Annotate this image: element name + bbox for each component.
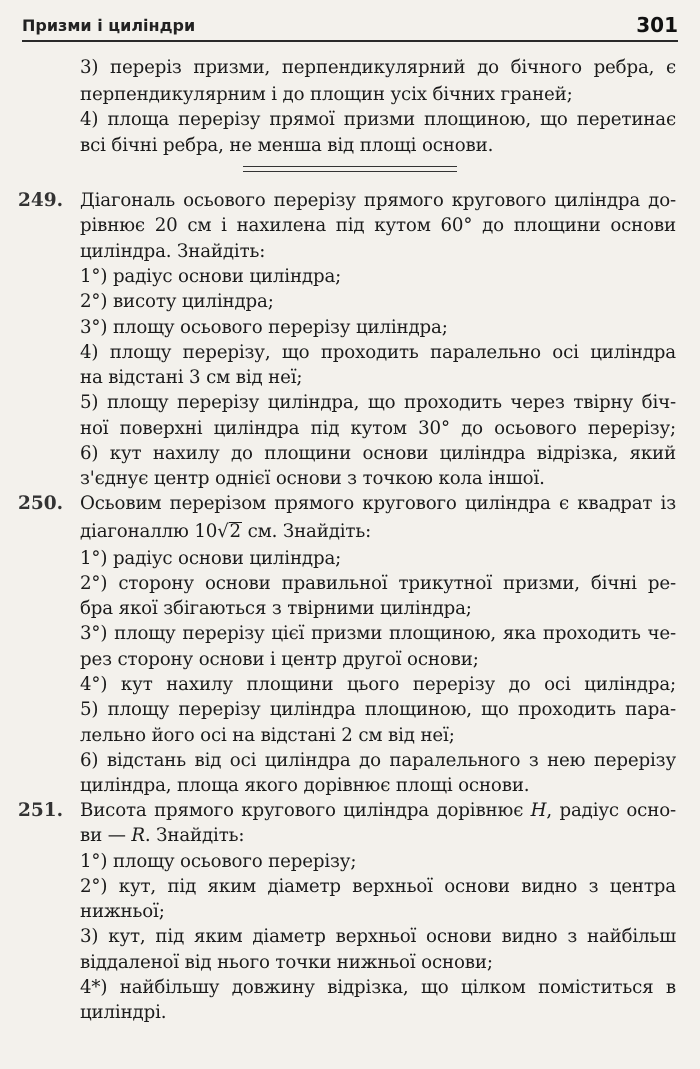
section-divider xyxy=(243,166,457,167)
problem-line: нижньої; xyxy=(80,901,165,922)
text-segment: Висота прямого кругового циліндра дорівнює xyxy=(80,800,531,821)
page-header xyxy=(22,6,678,42)
problem-number-250: 250. xyxy=(18,493,64,514)
problem-line: циліндра. Знайдіть: xyxy=(80,241,266,262)
variable-h: H xyxy=(530,800,547,821)
intro-line: 3) переріз призми, перпендикулярний до бічного ребра, є xyxy=(80,57,676,78)
problem-line-with-variable xyxy=(80,801,676,821)
problem-line: 1°) радіус основи циліндра; xyxy=(80,548,342,569)
running-head: Призми і циліндри xyxy=(22,16,196,35)
problem-line: 6) відстань від осі циліндра до паралельного з нею перерізу xyxy=(80,750,676,771)
problem-number-251: 251. xyxy=(18,800,64,821)
formula-prefix: діагоналлю 10 xyxy=(80,521,218,542)
problem-line: 5) площу перерізу циліндра, що проходить через твірну біч- xyxy=(80,392,676,413)
problem-line: 4°) кут нахилу площини цього перерізу до осі циліндра; xyxy=(80,674,676,695)
problem-line: 3) кут, під яким діаметр верхньої основи видно з найбільш xyxy=(80,926,676,947)
section-divider xyxy=(243,171,457,172)
problem-line: віддаленої від нього точки нижньої основи; xyxy=(80,952,493,973)
problem-line: циліндрі. xyxy=(80,1002,167,1023)
problem-line: на відстані 3 см від неї; xyxy=(80,367,303,388)
problem-line: ної поверхні циліндра під кутом 30° до осьового перерізу; xyxy=(80,418,676,439)
problem-line: 2°) сторону основи правильної трикутної призми, бічні ре- xyxy=(80,573,676,594)
problem-line: Діагональ осьового перерізу прямого кругового циліндра до- xyxy=(80,190,676,211)
problem-line: циліндра, площа якого дорівнює площі основи. xyxy=(80,775,530,796)
intro-line: перпендикулярним і до площин усіх бічних граней; xyxy=(80,84,573,105)
problem-line: 3°) площу перерізу цієї призми площиною, яка проходить че- xyxy=(80,623,676,644)
problem-line: 1°) радіус основи циліндра; xyxy=(80,266,342,287)
problem-line-with-radical xyxy=(80,522,371,542)
intro-line: 4) площа перерізу прямої призми площиною, що перетинає xyxy=(80,109,676,130)
problem-line: бра якої збігаються з твірними циліндра; xyxy=(80,598,472,619)
page-number: 301 xyxy=(636,13,678,37)
problem-line: 4) площу перерізу, що проходить паралельно осі циліндра xyxy=(80,342,676,363)
problem-line: Осьовим перерізом прямого кругового циліндра є квадрат із xyxy=(80,493,676,514)
text-segment: ви — xyxy=(80,825,132,846)
problem-line: 2°) висоту циліндра; xyxy=(80,291,274,312)
problem-line: 1°) площу осьового перерізу; xyxy=(80,851,357,872)
problem-line: 2°) кут, під яким діаметр верхньої основи видно з центра xyxy=(80,876,676,897)
problem-line: лельно його осі на відстані 2 см від неї; xyxy=(80,725,455,746)
problem-line: з'єднує центр однієї основи з точкою кола іншої. xyxy=(80,468,545,489)
problem-line: 5) площу перерізу циліндра площиною, що проходить пара- xyxy=(80,699,676,720)
radical-sign: √ xyxy=(217,521,229,542)
problem-number-249: 249. xyxy=(18,190,64,211)
text-segment: . Знайдіть: xyxy=(144,825,245,846)
problem-line-with-variable xyxy=(80,826,244,846)
problem-line: 4*) найбільшу довжину відрізка, що цілком поміститься в xyxy=(80,977,676,998)
variable-r: R xyxy=(131,825,145,846)
intro-line: всі бічні ребра, не менша від площі основи. xyxy=(80,135,494,156)
problem-line: рівнює 20 см і нахилена під кутом 60° до площини основи xyxy=(80,215,676,236)
formula-suffix: см. Знайдіть: xyxy=(241,521,372,542)
problem-line: рез сторону основи і центр другої основи; xyxy=(80,649,479,670)
text-segment: , радіус осно- xyxy=(546,800,676,821)
radicand: 2 xyxy=(229,521,241,542)
problem-line: 3°) площу осьового перерізу циліндра; xyxy=(80,317,448,338)
problem-line: 6) кут нахилу до площини основи циліндра відрізка, який xyxy=(80,443,676,464)
